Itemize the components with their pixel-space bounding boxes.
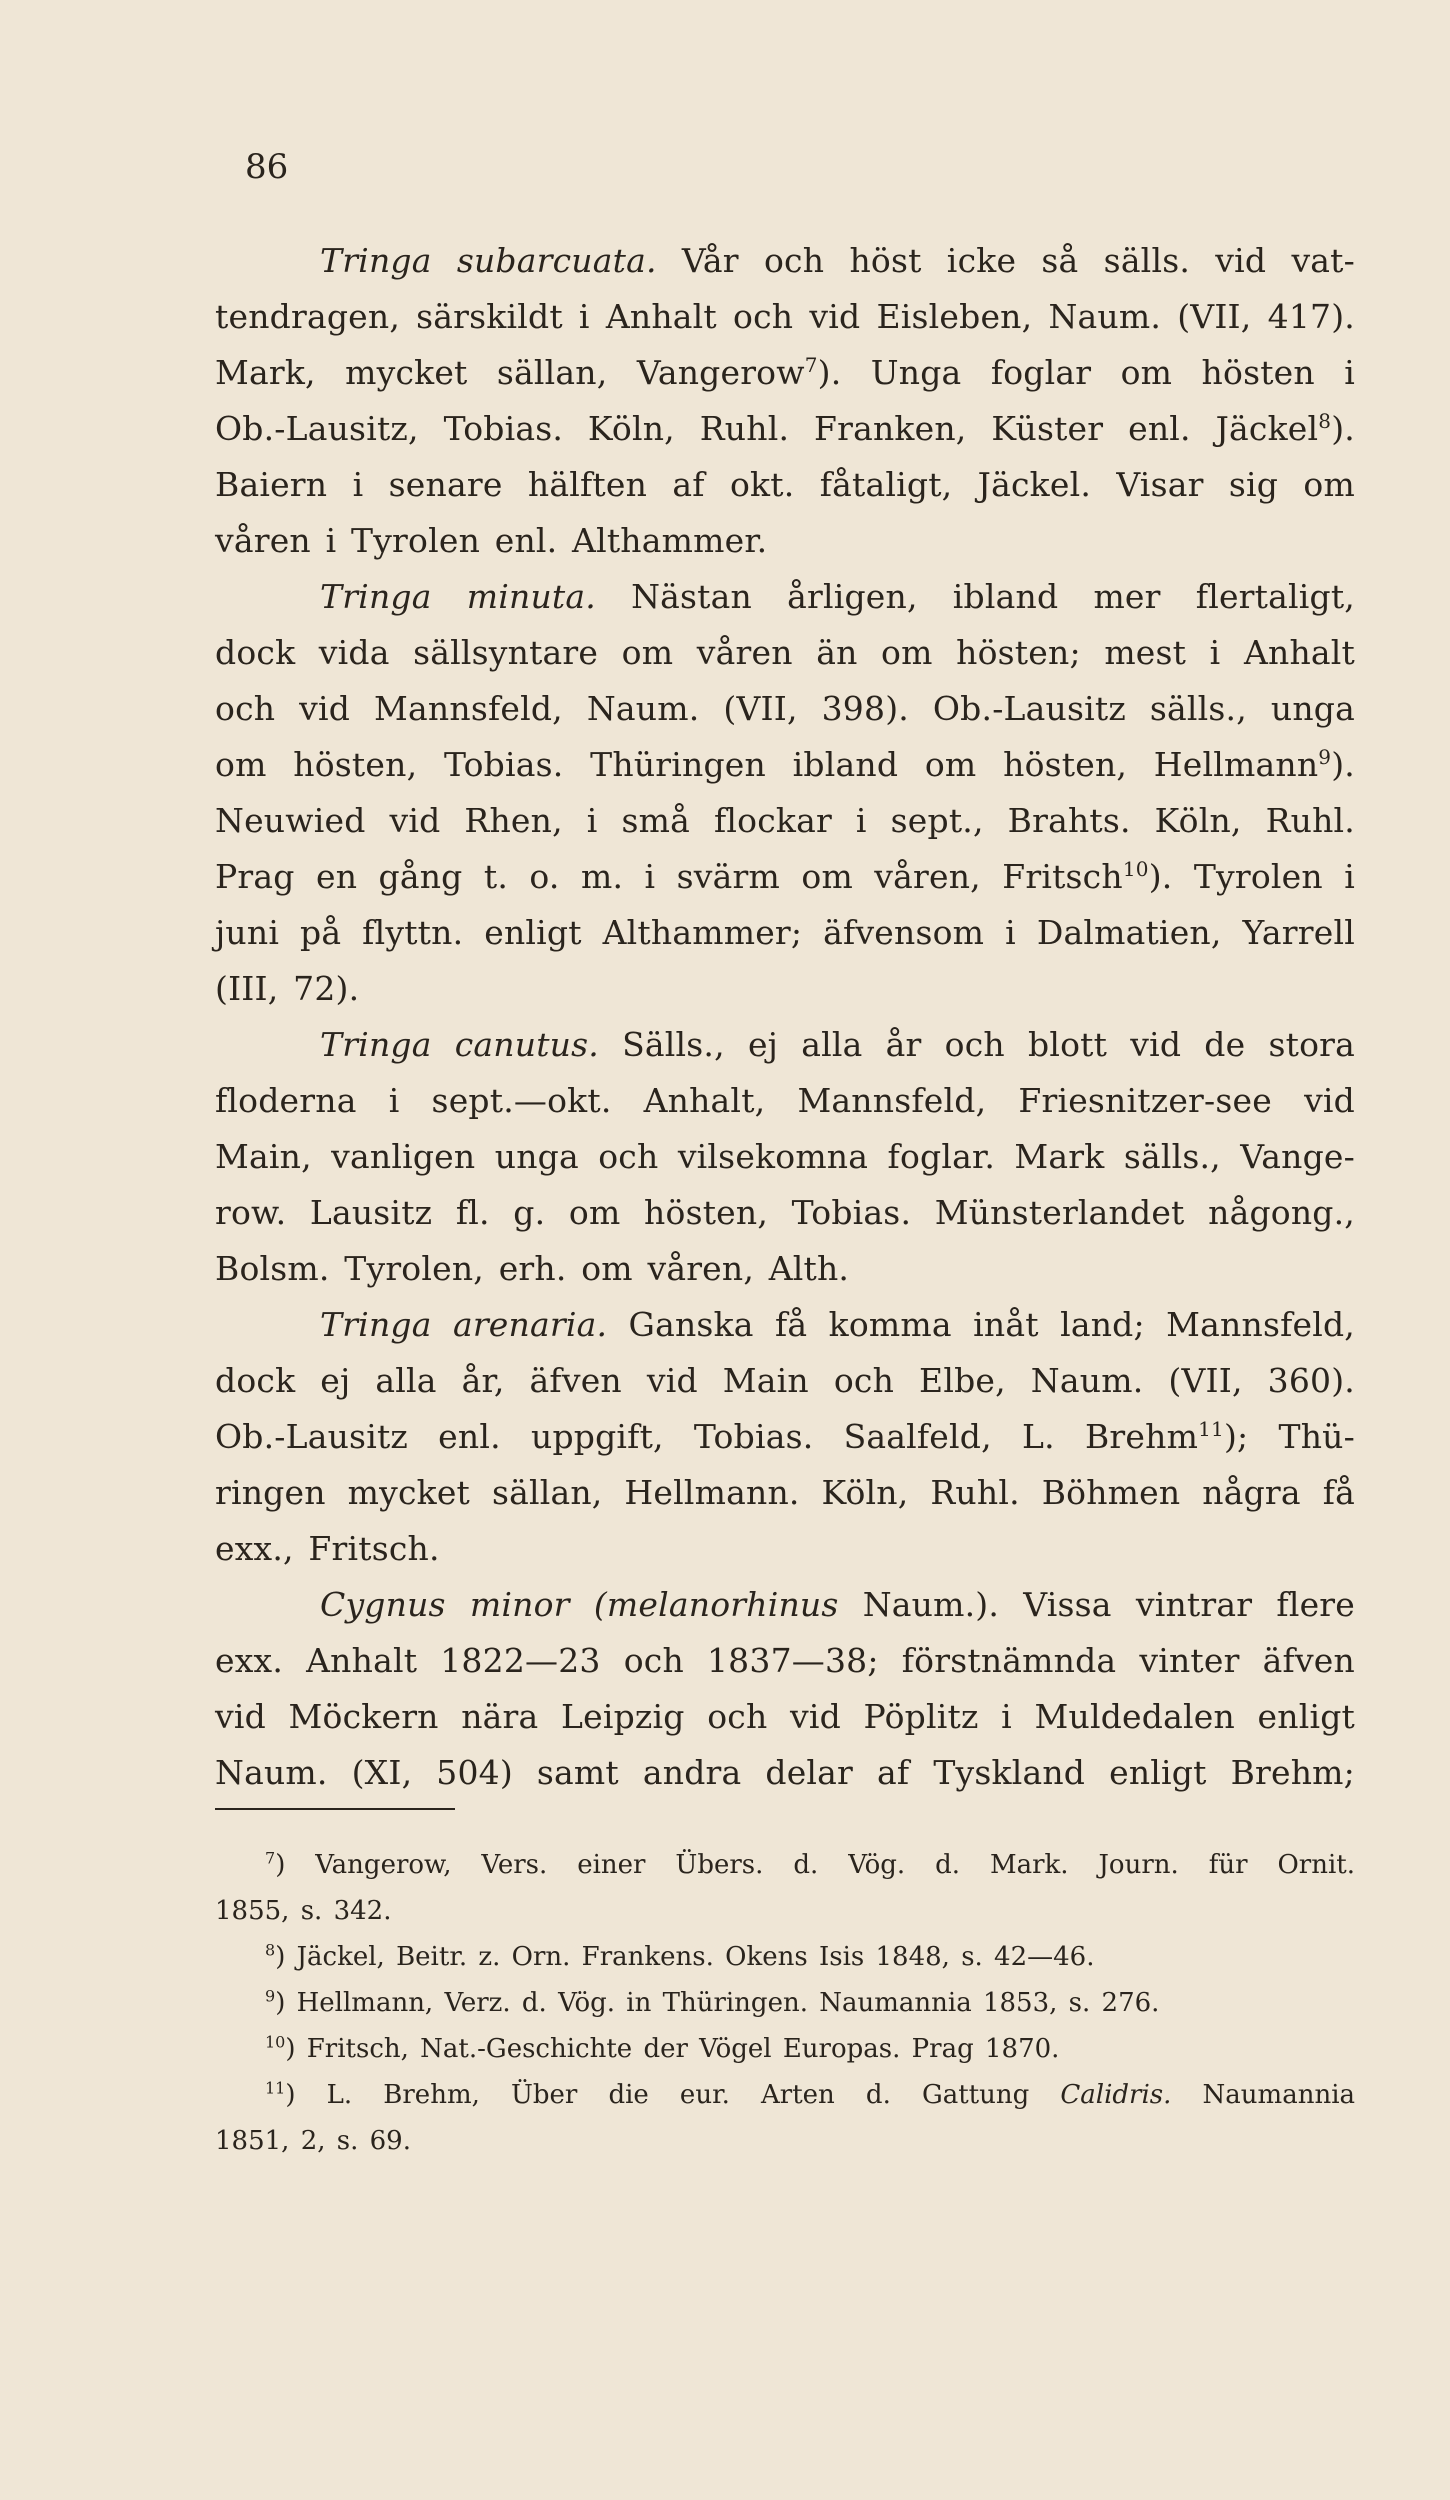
text-line: dock ej alla år, äfven vid Main och Elbe, Naum. (VII, 360).	[215, 1361, 1355, 1400]
text-span: Naum.).	[862, 1585, 1000, 1624]
text-line: floderna i sept.—okt. Anhalt, Mannsfeld, Friesnitzer-see vid	[215, 1081, 1355, 1120]
text-line: (III, 72).	[215, 969, 360, 1008]
species-name: Cygnus minor (melanorhinus	[320, 1585, 839, 1624]
footnote-number: 8	[265, 1940, 276, 1960]
footnote-line	[215, 1842, 1355, 1888]
text-line: Naum. (XI, 504) samt andra delar af Tyskland enligt Brehm;	[215, 1753, 1355, 1792]
text-span: Ob.-Lausitz, Tobias. Köln, Ruhl. Franken, Küster enl. Jäckel	[215, 409, 1319, 448]
footnote-line	[215, 1934, 1355, 1980]
text-span: Sälls., ej alla år och blott vid de stora	[622, 1025, 1355, 1064]
text-line: juni på flyttn. enligt Althammer; äfvensom i Dalmatien, Yarrell	[215, 913, 1355, 952]
footnote-number: 11	[265, 2078, 286, 2098]
text-line: Bolsm. Tyrolen, erh. om våren, Alth.	[215, 1249, 850, 1288]
footnote-text: ) Fritsch, Nat.-Geschichte der Vögel Europas. Prag 1870.	[285, 2034, 1060, 2064]
body-text	[215, 233, 1355, 1801]
text-line: våren i Tyrolen enl. Althammer.	[215, 521, 768, 560]
footnote-text: Naumannia	[1202, 2080, 1356, 2110]
text-line: exx., Fritsch.	[215, 1529, 440, 1568]
text-line	[215, 569, 1355, 625]
text-span: om hösten, Tobias. Thüringen ibland om hösten, Hellmann	[215, 745, 1319, 784]
text-line: tendragen, särskildt i Anhalt och vid Eisleben, Naum. (VII, 417).	[215, 297, 1355, 336]
footnote-line	[215, 2026, 1355, 2072]
text-line: Baiern i senare hälften af okt. fåtaligt, Jäckel. Visar sig om	[215, 465, 1355, 504]
species-name: Tringa arenaria.	[320, 1305, 608, 1344]
footnote-line	[215, 2072, 1355, 2118]
footnote-ref: 10	[1122, 857, 1149, 881]
text-span: Ob.-Lausitz enl. uppgift, Tobias. Saalfeld, L. Brehm	[215, 1417, 1199, 1456]
text-span: ); Thü-	[1223, 1417, 1355, 1456]
text-line: och vid Mannsfeld, Naum. (VII, 398). Ob.-Lausitz sälls., unga	[215, 689, 1355, 728]
text-span: Ganska få komma inåt land; Mannsfeld,	[628, 1305, 1355, 1344]
footnote-ref: 11	[1198, 1417, 1224, 1441]
text-span: ). Unga foglar om hösten i	[817, 353, 1355, 392]
footnote-text: ) Hellmann, Verz. d. Vög. in Thüringen. Naumannia 1853, s. 276.	[275, 1988, 1160, 2018]
footnote-text: ) L. Brehm, Über die eur. Arten d. Gattung	[285, 2080, 1030, 2110]
text-line	[215, 401, 1355, 457]
text-span: Vissa vintrar flere	[1023, 1585, 1356, 1624]
text-line: vid Möckern nära Leipzig och vid Pöplitz i Muldedalen enligt	[215, 1697, 1355, 1736]
text-span: ).	[1331, 745, 1355, 784]
text-line	[215, 345, 1355, 401]
text-line	[215, 1017, 1355, 1073]
text-line	[215, 233, 1355, 289]
text-line	[215, 849, 1355, 905]
text-line: dock vida sällsyntare om våren än om hösten; mest i Anhalt	[215, 633, 1355, 672]
species-name: Tringa subarcuata.	[320, 241, 657, 280]
footnote-line: 1855, s. 342.	[215, 1896, 392, 1926]
text-line	[215, 1577, 1355, 1633]
footnote-line	[215, 1980, 1355, 2026]
footnote-ref: 8	[1318, 409, 1332, 433]
text-line: exx. Anhalt 1822—23 och 1837—38; förstnämnda vinter äfven	[215, 1641, 1355, 1680]
footnote-ref: 7	[804, 353, 818, 377]
footnote-italic: Calidris.	[1060, 2080, 1172, 2110]
footnote-ref: 9	[1318, 745, 1332, 769]
footnote-number: 10	[265, 2032, 286, 2052]
text-line	[215, 1409, 1355, 1465]
species-name: Tringa canutus.	[320, 1025, 599, 1064]
text-line: Main, vanligen unga och vilsekomna foglar. Mark sälls., Vange-	[215, 1137, 1355, 1176]
footnote-text: ) Vangerow, Vers. einer Übers. d. Vög. d. Mark. Journ. für Ornit.	[275, 1850, 1355, 1880]
footnotes	[215, 1842, 1355, 2164]
footnote-number: 7	[265, 1848, 276, 1868]
footnote-divider	[215, 1808, 455, 1810]
text-span: Mark, mycket sällan, Vangerow	[215, 353, 805, 392]
text-span: Nästan årligen, ibland mer flertaligt,	[631, 577, 1355, 616]
text-span: Vår och höst icke så sälls. vid vat-	[681, 241, 1355, 280]
footnote-line: 1851, 2, s. 69.	[215, 2126, 411, 2156]
text-span: Prag en gång t. o. m. i svärm om våren, Fritsch	[215, 857, 1123, 896]
text-line	[215, 1297, 1355, 1353]
text-span: ).	[1331, 409, 1355, 448]
text-line	[215, 737, 1355, 793]
footnote-number: 9	[265, 1986, 276, 2006]
text-line: ringen mycket sällan, Hellmann. Köln, Ruhl. Böhmen några få	[215, 1473, 1355, 1512]
page-number: 86	[245, 147, 289, 187]
text-line: Neuwied vid Rhen, i små flockar i sept., Brahts. Köln, Ruhl.	[215, 801, 1355, 840]
text-line: row. Lausitz fl. g. om hösten, Tobias. Münsterlandet någong.,	[215, 1193, 1355, 1232]
species-name: Tringa minuta.	[320, 577, 596, 616]
footnote-text: ) Jäckel, Beitr. z. Orn. Frankens. Okens Isis 1848, s. 42—46.	[275, 1942, 1095, 1972]
text-span: ). Tyrolen i	[1148, 857, 1356, 896]
